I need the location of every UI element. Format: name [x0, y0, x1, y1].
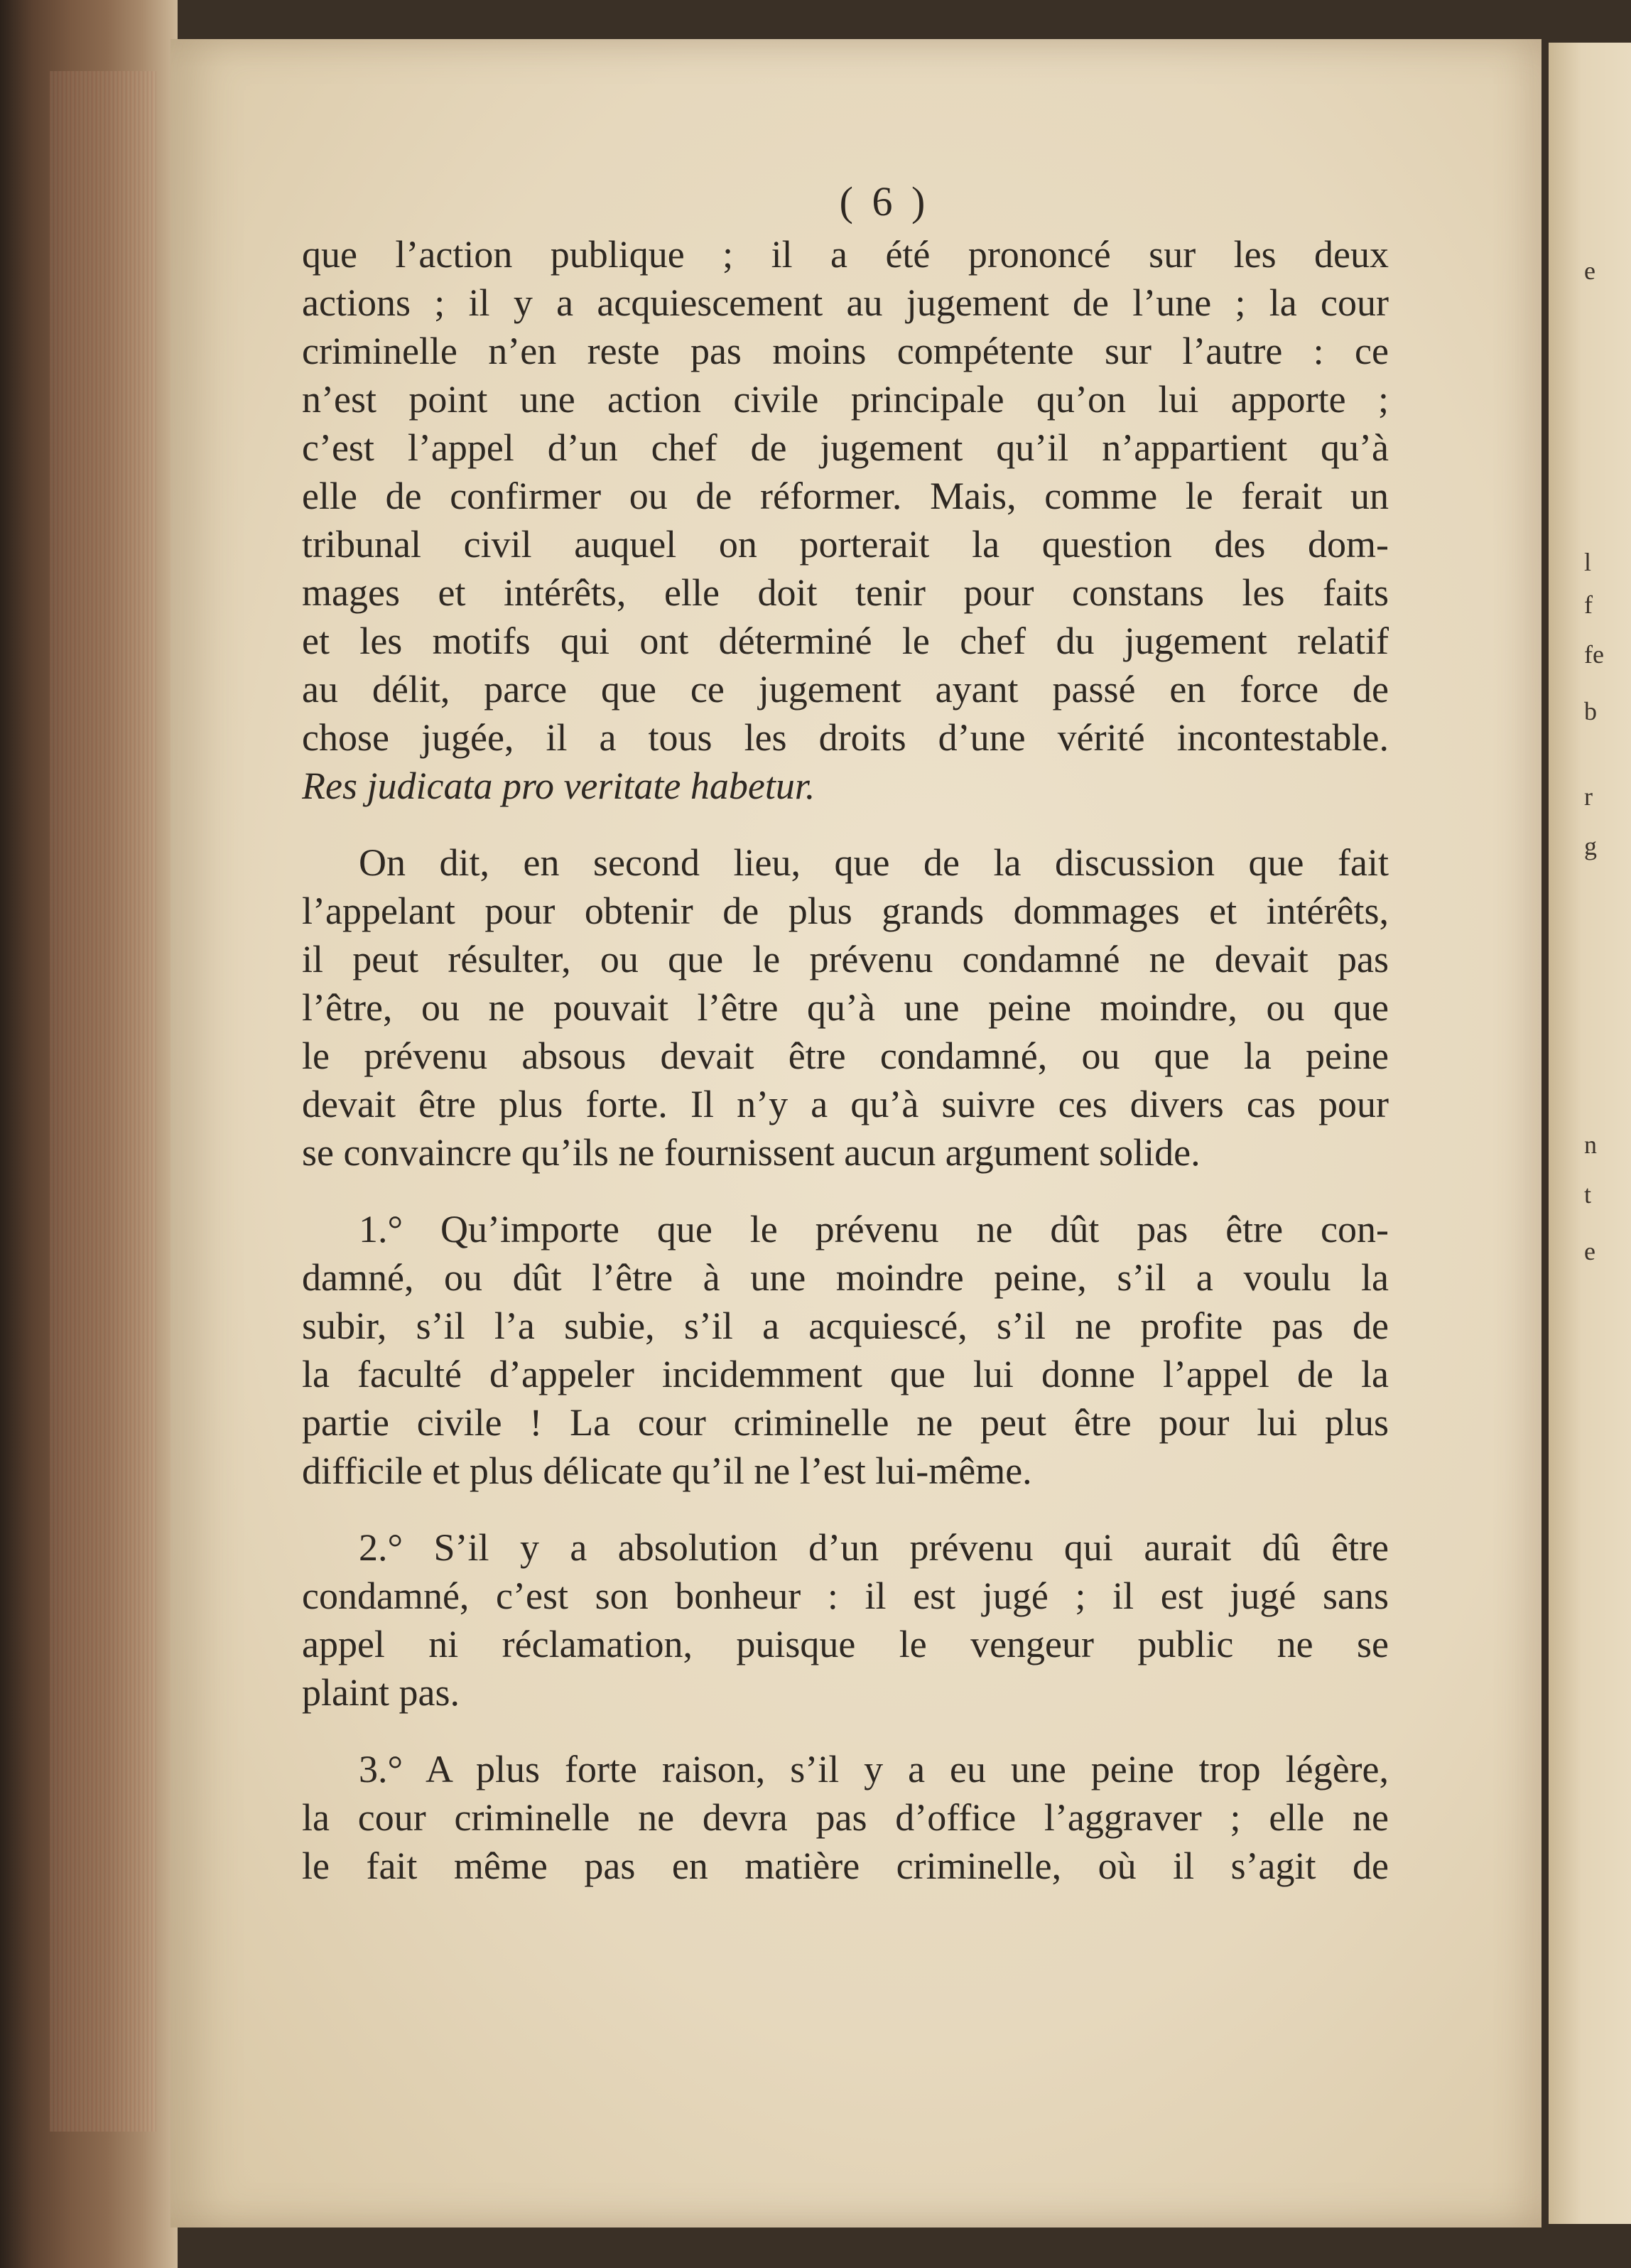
- text-line: actions ; il y a acquiescement au jugement de l’une ; la cour: [302, 281, 1389, 324]
- text-line: damné, ou dût l’être à une moindre peine, s’il a voulu la: [302, 1256, 1389, 1299]
- text-line: n’est point une action civile principale qu’on lui apporte ;: [302, 378, 1389, 421]
- text-line: elle de confirmer ou de réformer. Mais, comme le ferait un: [302, 475, 1389, 517]
- facing-page-fragment: t: [1584, 1180, 1592, 1209]
- text-line: la cour criminelle ne devra pas d’office l’aggraver ; elle ne: [302, 1796, 1389, 1839]
- text-line: l’être, ou ne pouvait l’être qu’à une peine moindre, ou que: [302, 986, 1389, 1029]
- paragraph-5: [302, 1745, 1389, 1890]
- text-line: 2.° S’il y a absolution d’un prévenu qui aurait dû être: [359, 1526, 1389, 1569]
- paragraph-1: [302, 230, 1389, 810]
- text-line: plaint pas.: [302, 1671, 460, 1714]
- text-line: partie civile ! La cour criminelle ne peut être pour lui plus: [302, 1401, 1389, 1444]
- paragraph-2: [302, 838, 1389, 1177]
- text-line: condamné, c’est son bonheur : il est jugé ; il est jugé sans: [302, 1575, 1389, 1617]
- paragraph-4: [302, 1523, 1389, 1717]
- text-line: On dit, en second lieu, que de la discussion que fait: [359, 841, 1389, 884]
- latin-maxim: Res judicata pro veritate habetur.: [302, 765, 816, 807]
- text-line: la faculté d’appeler incidemment que lui donne l’appel de la: [302, 1353, 1389, 1395]
- text-line: 3.° A plus forte raison, s’il y a eu une peine trop légère,: [359, 1748, 1389, 1791]
- facing-page-fragment: l: [1584, 548, 1592, 576]
- paragraph-3: [302, 1205, 1389, 1495]
- text-line: mages et intérêts, elle doit tenir pour constans les faits: [302, 571, 1389, 614]
- facing-page-edge: [1549, 43, 1631, 2224]
- text-line: et les motifs qui ont déterminé le chef du jugement relatif: [302, 620, 1389, 662]
- text-line: le fait même pas en matière criminelle, où il s’agit de: [302, 1845, 1389, 1887]
- facing-page-fragment: e: [1584, 1237, 1595, 1265]
- text-line: au délit, parce que ce jugement ayant passé en force de: [302, 668, 1389, 711]
- text-line: subir, s’il l’a subie, s’il a acquiescé, s’il ne profite pas de: [302, 1305, 1389, 1347]
- facing-page-fragment: e: [1584, 256, 1595, 285]
- text-line: difficile et plus délicate qu’il ne l’est lui-même.: [302, 1449, 1032, 1492]
- page-text: [302, 178, 1389, 1890]
- book-edge: [0, 0, 178, 2268]
- text-line: c’est l’appel d’un chef de jugement qu’il n’appartient qu’à: [302, 426, 1389, 469]
- facing-page-fragment: g: [1584, 832, 1597, 860]
- text-line: devait être plus forte. Il n’y a qu’à suivre ces divers cas pour: [302, 1083, 1389, 1125]
- text-line: se convaincre qu’ils ne fournissent aucun argument solide.: [302, 1131, 1201, 1174]
- text-line: appel ni réclamation, puisque le vengeur public ne se: [302, 1623, 1389, 1665]
- facing-page-fragment: n: [1584, 1130, 1597, 1159]
- text-line: le prévenu absous devait être condamné, ou que la peine: [302, 1035, 1389, 1077]
- facing-page-fragment: fe: [1584, 640, 1604, 669]
- text-line: criminelle n’en reste pas moins compétente sur l’autre : ce: [302, 330, 1389, 372]
- facing-page-fragment: r: [1584, 782, 1593, 811]
- text-line: que l’action publique ; il a été prononcé sur les deux: [302, 233, 1389, 276]
- facing-page-fragment: f: [1584, 590, 1593, 619]
- facing-page-fragment: b: [1584, 697, 1597, 725]
- text-line: tribunal civil auquel on porterait la question des dom-: [302, 523, 1389, 566]
- text-line: l’appelant pour obtenir de plus grands dommages et intérêts,: [302, 890, 1389, 932]
- page-number: ( 6 ): [839, 178, 930, 225]
- text-line: il peut résulter, ou que le prévenu condamné ne devait pas: [302, 938, 1389, 981]
- text-line: 1.° Qu’importe que le prévenu ne dût pas être con-: [359, 1208, 1389, 1251]
- text-line: chose jugée, il a tous les droits d’une vérité incontestable.: [302, 716, 1389, 759]
